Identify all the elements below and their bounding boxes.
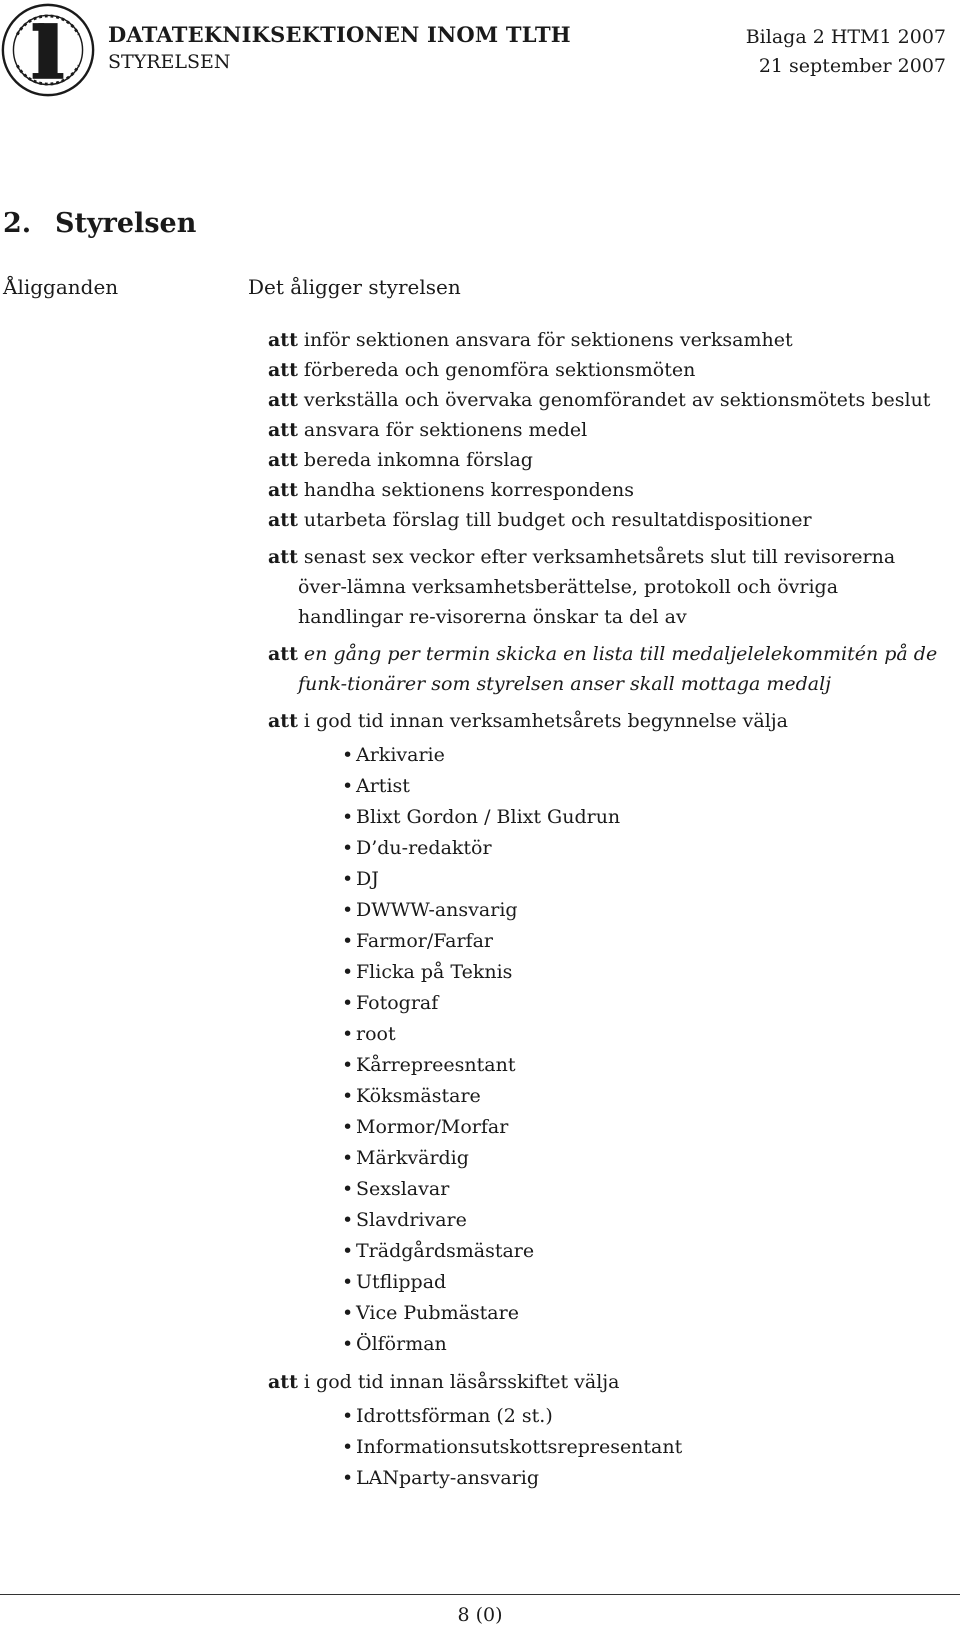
section-title: Styrelsen xyxy=(55,208,197,239)
role-item: • DWWW-ansvarig xyxy=(342,895,948,926)
role-item: • Fotograf xyxy=(342,988,948,1019)
duty-item: att bereda inkomna förslag xyxy=(268,449,533,471)
board-name: STYRELSEN xyxy=(108,51,231,73)
section-seal-logo xyxy=(0,2,96,98)
role-item: • Vice Pubmästare xyxy=(342,1298,948,1329)
role-item: • Slavdrivare xyxy=(342,1205,948,1236)
duty-item-elect-year: att i god tid innan verksamhetsårets begynnelse välja • Arkivarie • Artist • Blixt Gordon / Blixt Gudrun • D’du-redaktör • DJ • DWWW-ansvarig • Farmor/Farfar • Flicka på Teknis • Fotograf • root • Kårrepreesntant • Köksmästare • Mormor/Morfar • Märkvärdig • Sexslavar • Slavdrivare • Trädgårdsmästare • Utflippad • Vice Pubmästare • Ölförman xyxy=(268,706,948,1360)
role-item: • Köksmästare xyxy=(342,1081,948,1112)
org-name: DATATEKNIKSEKTIONEN INOM TLTH xyxy=(108,22,571,47)
section-heading xyxy=(3,208,196,239)
role-item: • D’du-redaktör xyxy=(342,833,948,864)
footer-divider xyxy=(0,1594,960,1595)
role-list-year xyxy=(298,740,948,1360)
role-item: • Arkivarie xyxy=(342,740,948,771)
role-item: • Ölförman xyxy=(342,1329,948,1360)
role-item: • Informationsutskottsrepresentant xyxy=(342,1432,948,1463)
duty-list xyxy=(268,325,948,1494)
margin-label: Åligganden xyxy=(3,275,119,299)
duty-item: att handha sektionens korrespondens xyxy=(268,479,635,501)
section-number: 2. xyxy=(3,208,32,239)
role-item: • Blixt Gordon / Blixt Gudrun xyxy=(342,802,948,833)
duty-item: att inför sektionen ansvara för sektionens verksamhet xyxy=(268,329,793,351)
role-item: • Sexslavar xyxy=(342,1174,948,1205)
role-item: • Idrottsförman (2 st.) xyxy=(342,1401,948,1432)
role-item: • Utflippad xyxy=(342,1267,948,1298)
role-item: • Flicka på Teknis xyxy=(342,957,948,988)
duty-item: att senast sex veckor efter verksamhetsårets slut till revisorerna över-lämna verksamhetsberättelse, protokoll och övriga handlingar re-visorerna önskar ta del av xyxy=(268,546,896,628)
duty-item: att verkställa och övervaka genomförandet av sektionsmötets beslut xyxy=(268,389,931,411)
role-item: • Kårrepreesntant xyxy=(342,1050,948,1081)
role-item: • LANparty-ansvarig xyxy=(342,1463,948,1494)
role-item: • Märkvärdig xyxy=(342,1143,948,1174)
document-date: 21 september 2007 xyxy=(758,55,946,77)
role-item: • DJ xyxy=(342,864,948,895)
role-item: • root xyxy=(342,1019,948,1050)
duty-item: att förbereda och genomföra sektionsmöten xyxy=(268,359,696,381)
role-list-school xyxy=(298,1401,948,1494)
duty-item-medal: att en gång per termin skicka en lista till medaljelelekommitén på de funk-tionärer som styrelsen anser skall mottaga medalj xyxy=(268,643,938,695)
role-item: • Farmor/Farfar xyxy=(342,926,948,957)
role-item: • Mormor/Morfar xyxy=(342,1112,948,1143)
duty-item: att ansvara för sektionens medel xyxy=(268,419,588,441)
intro-text: Det åligger styrelsen xyxy=(248,275,461,299)
page-number: 8 (0) xyxy=(457,1604,503,1626)
duty-item: att utarbeta förslag till budget och resultatdispositioner xyxy=(268,509,812,531)
role-item: • Trädgårdsmästare xyxy=(342,1236,948,1267)
duty-item-elect-school: att i god tid innan läsårsskiftet välja • Idrottsförman (2 st.) • Informationsutskottsrepresentant • LANparty-ansvarig xyxy=(268,1367,948,1494)
attachment-ref: Bilaga 2 HTM1 2007 xyxy=(745,26,946,48)
role-item: • Artist xyxy=(342,771,948,802)
